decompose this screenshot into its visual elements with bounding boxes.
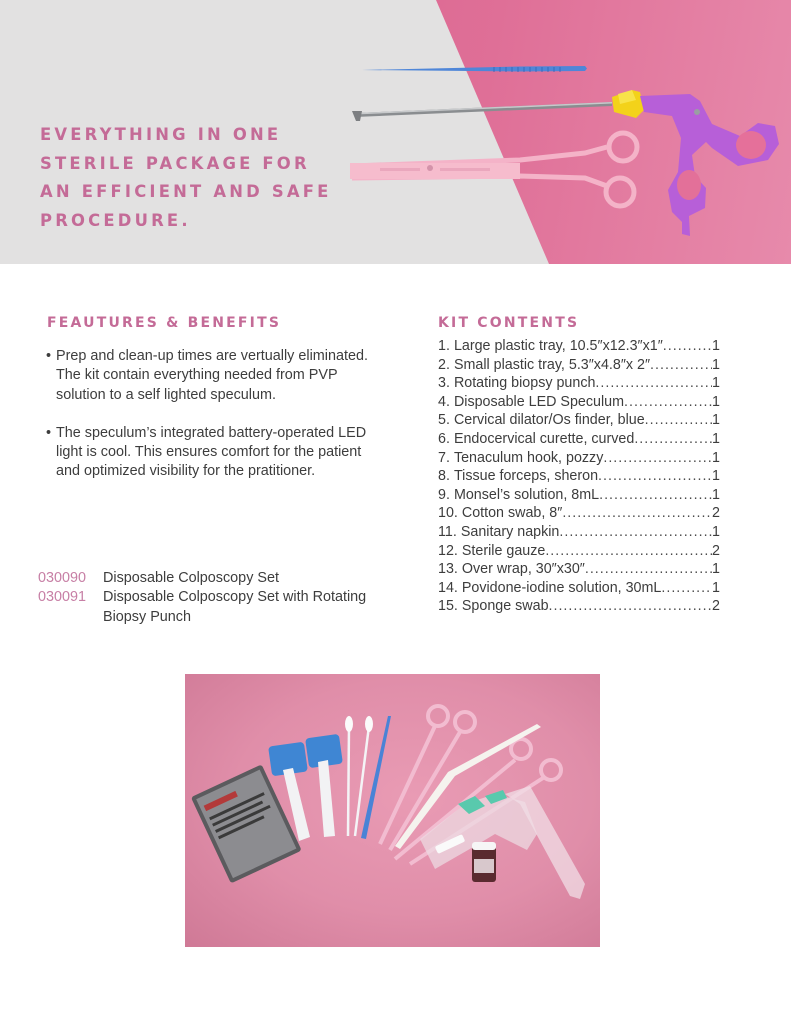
product-row bbox=[38, 569, 378, 588]
kit-item bbox=[438, 467, 720, 486]
kit-item-number: 7. bbox=[438, 449, 450, 466]
product-name: Disposable Colposcopy Set bbox=[103, 570, 279, 586]
forceps-body bbox=[350, 163, 520, 179]
dot-leader bbox=[603, 449, 712, 468]
product-row bbox=[38, 588, 378, 627]
monsels-bottle-icon bbox=[472, 842, 496, 882]
kit-item-name: Sterile gauze bbox=[461, 542, 546, 559]
hero-title: EVERYTHING IN ONE STERILE PACKAGE FOR AN EFFICIENT AND SAFE PROCEDURE. bbox=[40, 125, 332, 230]
kit-item-name: Sanitary napkin bbox=[460, 523, 560, 540]
dot-leader bbox=[595, 374, 712, 393]
features-list bbox=[46, 347, 386, 501]
features-heading: FEAUTURES & BENEFITS bbox=[47, 315, 282, 331]
dot-leader bbox=[559, 523, 712, 542]
kit-item-name: Over wrap, 30″x30″ bbox=[461, 561, 585, 578]
kit-contents-photo bbox=[185, 674, 600, 947]
kit-item-qty: 1 bbox=[712, 579, 720, 596]
kit-item-number: 5. bbox=[438, 412, 450, 429]
kit-item-number: 1. bbox=[438, 338, 450, 354]
product-code: 030091 bbox=[38, 589, 87, 606]
kit-item bbox=[438, 579, 720, 598]
kit-item-number: 9. bbox=[438, 486, 450, 503]
led-speculum-icon bbox=[420, 786, 585, 899]
bullet-icon: • bbox=[46, 348, 52, 364]
dot-leader bbox=[562, 504, 712, 523]
kit-item-qty: 1 bbox=[712, 561, 720, 578]
kit-item-number: 6. bbox=[438, 430, 450, 447]
kit-item-qty: 1 bbox=[712, 486, 720, 503]
kit-item-name: Sponge swab bbox=[461, 598, 549, 615]
kit-item-qty: 1 bbox=[712, 412, 720, 429]
dot-leader bbox=[663, 337, 712, 356]
kit-item-name: Small plastic tray, 5.3″x4.8″x 2″ bbox=[453, 356, 651, 373]
kit-item-qty: 1 bbox=[712, 375, 720, 392]
kit-item-name: Monsel’s solution, 8mL bbox=[453, 486, 600, 503]
kit-item bbox=[438, 356, 720, 375]
kit-item-qty: 1 bbox=[712, 468, 720, 485]
kit-item-number: 11. bbox=[438, 523, 457, 540]
kit-item-qty: 1 bbox=[712, 523, 720, 540]
dot-leader bbox=[585, 560, 712, 579]
feature-item bbox=[46, 347, 386, 405]
kit-item bbox=[438, 542, 720, 561]
cervical-dilator-icon bbox=[362, 66, 587, 72]
kit-contents-image bbox=[185, 674, 600, 947]
kit-item bbox=[438, 449, 720, 468]
kit-item bbox=[438, 504, 720, 523]
kit-item-name: Tissue forceps, sheron bbox=[453, 468, 599, 485]
kit-item bbox=[438, 337, 720, 356]
kit-item-number: 2. bbox=[438, 356, 450, 373]
kit-item bbox=[438, 523, 720, 542]
bullet-icon: • bbox=[46, 424, 52, 441]
kit-item-qty: 2 bbox=[712, 598, 720, 615]
iodine-packet-icon bbox=[191, 764, 302, 883]
dot-leader bbox=[661, 579, 712, 598]
kit-contents-heading: KIT CONTENTS bbox=[438, 315, 580, 331]
kit-item-name: Tenaculum hook, pozzy bbox=[453, 449, 604, 466]
feature-item bbox=[46, 424, 386, 482]
kit-item-name: Cotton swab, 8″ bbox=[461, 505, 563, 522]
product-name: Disposable Colposcopy Set with Rotating Biopsy Punch bbox=[103, 589, 367, 625]
kit-item-name: Cervical dilator/Os finder, blue bbox=[453, 412, 645, 429]
kit-item bbox=[438, 374, 720, 393]
product-code: 030090 bbox=[38, 570, 87, 586]
kit-item-number: 14. bbox=[438, 579, 458, 596]
kit-item bbox=[438, 430, 720, 449]
kit-item bbox=[438, 597, 720, 616]
kit-item-number: 3. bbox=[438, 375, 450, 392]
kit-item bbox=[438, 393, 720, 412]
kit-item-number: 8. bbox=[438, 468, 450, 485]
kit-item-number: 4. bbox=[438, 393, 450, 410]
hero-banner bbox=[0, 0, 791, 264]
dot-leader bbox=[549, 597, 713, 616]
product-codes bbox=[38, 569, 378, 627]
kit-item bbox=[438, 560, 720, 579]
kit-item-number: 12. bbox=[438, 542, 458, 559]
kit-item-qty: 1 bbox=[712, 430, 720, 447]
kit-item-qty: 1 bbox=[712, 356, 720, 373]
kit-item-number: 10. bbox=[438, 505, 458, 522]
kit-item bbox=[438, 411, 720, 430]
dot-leader bbox=[645, 411, 712, 430]
kit-contents-list bbox=[438, 337, 720, 616]
dilator-icon bbox=[361, 716, 391, 839]
kit-item-name: Disposable LED Speculum bbox=[453, 393, 624, 410]
feature-text: Prep and clean-up times are vertually eliminated. The kit contain everything needed from PVP solution to a self lighted speculum. bbox=[56, 348, 368, 403]
dot-leader bbox=[545, 542, 712, 561]
dot-leader bbox=[598, 467, 712, 486]
kit-item-qty: 2 bbox=[712, 505, 720, 522]
kit-item-name: Rotating biopsy punch bbox=[453, 375, 596, 392]
feature-text: The speculum’s integrated battery-operated LED light is cool. This ensures comfort for the patient and optimized visibility for the pratitioner. bbox=[56, 424, 367, 480]
kit-item-number: 13. bbox=[438, 561, 458, 578]
kit-item-qty: 1 bbox=[712, 393, 720, 410]
kit-item-name: Large plastic tray, 10.5″x12.3″x1″ bbox=[453, 338, 663, 354]
kit-item-number: 15. bbox=[438, 598, 458, 615]
kit-item-name: Povidone-iodine solution, 30mL bbox=[461, 579, 662, 596]
kit-item-qty: 1 bbox=[712, 449, 720, 466]
kit-item-name: Endocervical curette, curved bbox=[453, 430, 635, 447]
kit-item-qty: 2 bbox=[712, 542, 720, 559]
dot-leader bbox=[634, 430, 712, 449]
kit-item bbox=[438, 486, 720, 505]
kit-item-qty: 1 bbox=[712, 338, 720, 354]
dot-leader bbox=[624, 393, 712, 412]
dot-leader bbox=[650, 356, 712, 375]
dot-leader bbox=[599, 486, 712, 505]
